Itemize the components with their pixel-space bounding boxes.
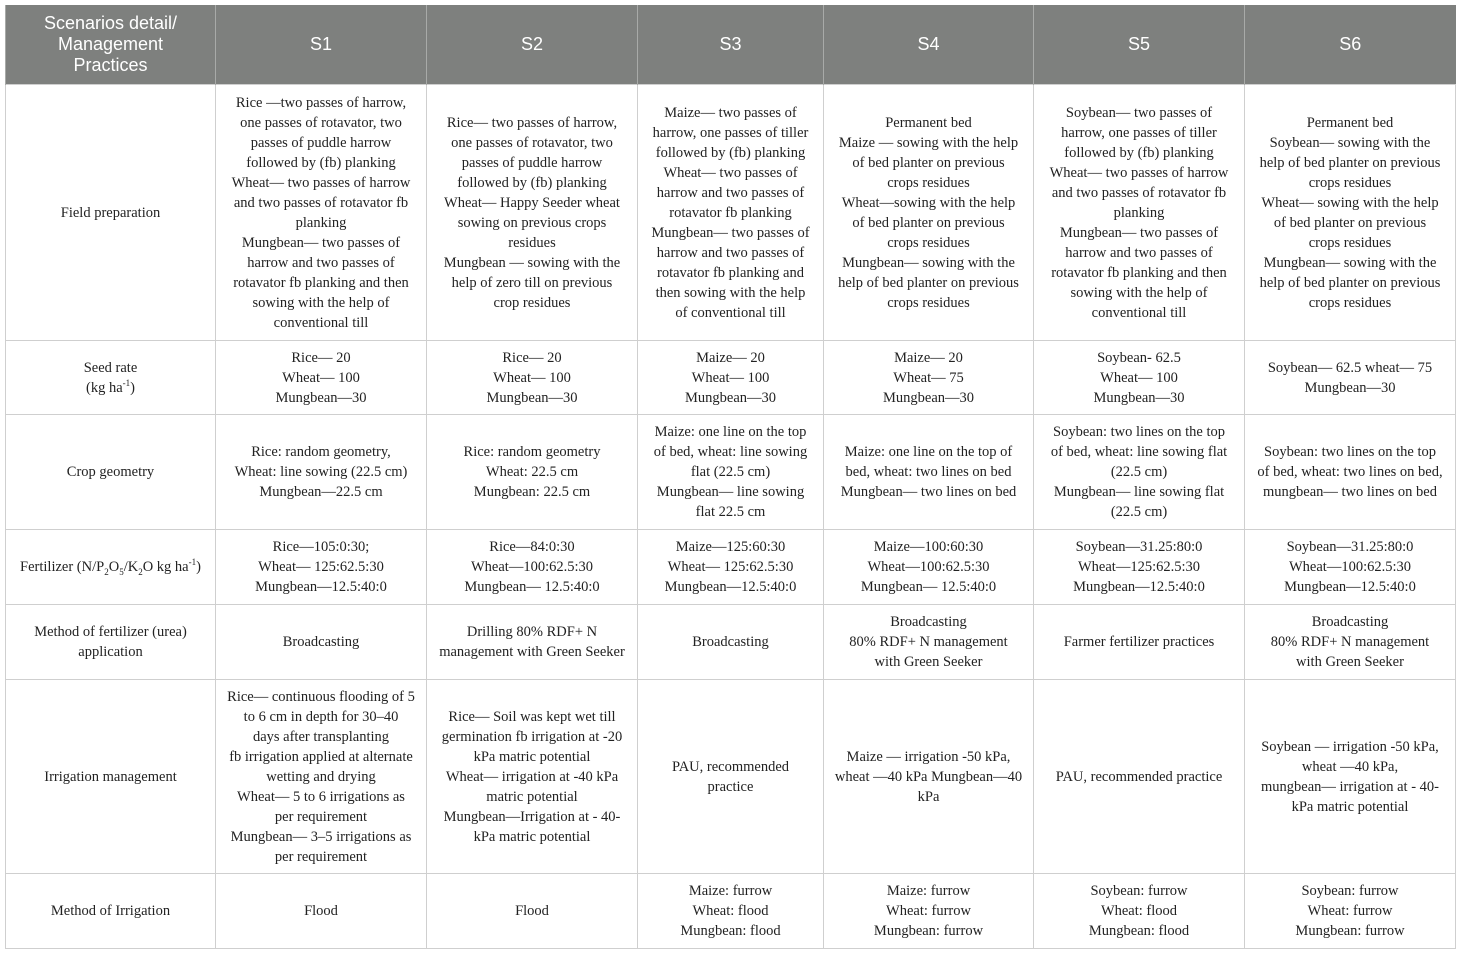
cell-s1: Rice—105:0:30; Wheat— 125:62.5:30 Mungbean—12.5:40:0 bbox=[216, 530, 427, 605]
cell-s6: Broadcasting 80% RDF+ N management with Green Seeker bbox=[1245, 605, 1456, 680]
label-part: O kg ha bbox=[142, 559, 189, 575]
table-row bbox=[6, 874, 1456, 949]
row-label bbox=[6, 874, 216, 949]
cell-s4: Maize—100:60:30 Wheat—100:62.5:30 Mungbean— 12.5:40:0 bbox=[824, 530, 1034, 605]
header-row-label: Scenarios detail/ Management Practices bbox=[6, 5, 216, 85]
cell-s6: Soybean— 62.5 wheat— 75 Mungbean—30 bbox=[1245, 341, 1456, 415]
cell-s1: Rice— 20 Wheat— 100 Mungbean—30 bbox=[216, 341, 427, 415]
cell-s3: Maize— two passes of harrow, one passes of tiller followed by (fb) planking Wheat— two passes of harrow and two passes of rotavator fb planking Mungbean— two passes of harrow and two passes of rotavator fb planking and then sowing with the help of conventional till bbox=[638, 85, 824, 341]
cell-s4: Broadcasting 80% RDF+ N management with Green Seeker bbox=[824, 605, 1034, 680]
cell-s3: Maize—125:60:30 Wheat— 125:62.5:30 Mungbean—12.5:40:0 bbox=[638, 530, 824, 605]
label-part: Fertilizer (N/P bbox=[20, 559, 105, 575]
row-label bbox=[6, 85, 216, 341]
cell-s3: PAU, recommended practice bbox=[638, 680, 824, 874]
table-row bbox=[6, 530, 1456, 605]
header-s6: S6 bbox=[1245, 5, 1456, 85]
cell-s5: Farmer fertilizer practices bbox=[1034, 605, 1245, 680]
label-part: /K bbox=[123, 559, 139, 575]
cell-s5: Soybean: two lines on the top of bed, wheat: line sowing flat (22.5 cm) Mungbean— line sowing flat (22.5 cm) bbox=[1034, 415, 1245, 530]
label-part: ) bbox=[196, 559, 201, 575]
header-s2: S2 bbox=[427, 5, 638, 85]
cell-s6: Soybean—31.25:80:0 Wheat—100:62.5:30 Mungbean—12.5:40:0 bbox=[1245, 530, 1456, 605]
label-part: 5 bbox=[119, 566, 124, 577]
cell-s5: Soybean- 62.5 Wheat— 100 Mungbean—30 bbox=[1034, 341, 1245, 415]
header-s1: S1 bbox=[216, 5, 427, 85]
cell-s6: Soybean: furrow Wheat: furrow Mungbean: furrow bbox=[1245, 874, 1456, 949]
scenarios-table bbox=[5, 5, 1456, 949]
cell-s4: Permanent bed Maize — sowing with the help of bed planter on previous crops residues Wheat—sowing with the help of bed planter on previous crops residues Mungbean— sowing with the help of bed planter on previous crops residues bbox=[824, 85, 1034, 341]
cell-s2: Rice— Soil was kept wet till germination fb irrigation at -20 kPa matric potential Wheat— irrigation at -40 kPa matric potential Mungbean—Irrigation at - 40- kPa matric potential bbox=[427, 680, 638, 874]
row-label bbox=[6, 605, 216, 680]
table-row bbox=[6, 341, 1456, 415]
row-label bbox=[6, 415, 216, 530]
cell-s3: Maize: one line on the top of bed, wheat: line sowing flat (22.5 cm) Mungbean— line sowing flat 22.5 cm bbox=[638, 415, 824, 530]
label-part: ) bbox=[130, 379, 135, 396]
cell-s2: Flood bbox=[427, 874, 638, 949]
table-row bbox=[6, 415, 1456, 530]
label-part: -1 bbox=[122, 377, 131, 388]
label-part: Method of Irrigation bbox=[50, 903, 171, 919]
header-s5: S5 bbox=[1034, 5, 1245, 85]
cell-s1: Rice: random geometry, Wheat: line sowing (22.5 cm) Mungbean—22.5 cm bbox=[216, 415, 427, 530]
cell-s6: Permanent bed Soybean— sowing with the help of bed planter on previous crops residues Wheat— sowing with the help of bed planter on previous crops residues Mungbean— sowing with the help of bed planter on previous crops residues bbox=[1245, 85, 1456, 341]
cell-s5: Soybean—31.25:80:0 Wheat—125:62.5:30 Mungbean—12.5:40:0 bbox=[1034, 530, 1245, 605]
cell-s1: Rice —two passes of harrow, one passes of rotavator, two passes of puddle harrow followed by (fb) planking Wheat— two passes of harrow and two passes of rotavator fb planking Mungbean— two passes of harrow and two passes of rotavator fb planking and then sowing with the help of conventional till bbox=[216, 85, 427, 341]
label-part: Seed rate bbox=[83, 359, 138, 376]
cell-s1: Rice— continuous flooding of 5 to 6 cm in depth for 30–40 days after transplanting fb irrigation applied at alternate wetting and drying Wheat— 5 to 6 irrigations as per requirement Mungbean— 3–5 irrigations as per requirement bbox=[216, 680, 427, 874]
table-row bbox=[6, 680, 1456, 874]
label-part: 2 bbox=[104, 566, 109, 577]
header-s4: S4 bbox=[824, 5, 1034, 85]
cell-s5: PAU, recommended practice bbox=[1034, 680, 1245, 874]
label-part: Crop geometry bbox=[66, 464, 155, 480]
cell-s2: Rice—84:0:30 Wheat—100:62.5:30 Mungbean— 12.5:40:0 bbox=[427, 530, 638, 605]
cell-s3: Broadcasting bbox=[638, 605, 824, 680]
row-label bbox=[6, 341, 216, 415]
cell-s5: Soybean: furrow Wheat: flood Mungbean: flood bbox=[1034, 874, 1245, 949]
cell-s6: Soybean — irrigation -50 kPa, wheat —40 kPa, mungbean— irrigation at - 40- kPa matric potential bbox=[1245, 680, 1456, 874]
cell-s2: Rice— two passes of harrow, one passes of rotavator, two passes of puddle harrow followed by (fb) planking Wheat— Happy Seeder wheat sowing on previous crops residues Mungbean — sowing with the help of zero till on previous crop residues bbox=[427, 85, 638, 341]
header-s3: S3 bbox=[638, 5, 824, 85]
label-part: Field preparation bbox=[60, 204, 161, 221]
cell-s4: Maize: one line on the top of bed, wheat: two lines on bed Mungbean— two lines on bed bbox=[824, 415, 1034, 530]
header-row bbox=[6, 5, 1456, 85]
cell-s5: Soybean— two passes of harrow, one passes of tiller followed by (fb) planking Wheat— two passes of harrow and two passes of rotavator fb planking Mungbean— two passes of harrow and two passes of rotavator fb planking and then sowing with the help of conventional till bbox=[1034, 85, 1245, 341]
label-part: O bbox=[108, 559, 120, 575]
cell-s1: Flood bbox=[216, 874, 427, 949]
cell-s2: Drilling 80% RDF+ N management with Green Seeker bbox=[427, 605, 638, 680]
table-row bbox=[6, 605, 1456, 680]
label-part: Irrigation management bbox=[44, 768, 177, 785]
label-part: (kg ha bbox=[86, 379, 123, 396]
label-part: -1 bbox=[188, 557, 197, 568]
cell-s2: Rice— 20 Wheat— 100 Mungbean—30 bbox=[427, 341, 638, 415]
cell-s4: Maize— 20 Wheat— 75 Mungbean—30 bbox=[824, 341, 1034, 415]
row-label bbox=[6, 680, 216, 874]
cell-s2: Rice: random geometry Wheat: 22.5 cm Mungbean: 22.5 cm bbox=[427, 415, 638, 530]
row-label bbox=[6, 530, 216, 605]
cell-s1: Broadcasting bbox=[216, 605, 427, 680]
cell-s4: Maize: furrow Wheat: furrow Mungbean: furrow bbox=[824, 874, 1034, 949]
table-row bbox=[6, 85, 1456, 341]
cell-s3: Maize— 20 Wheat— 100 Mungbean—30 bbox=[638, 341, 824, 415]
cell-s6: Soybean: two lines on the top of bed, wheat: two lines on bed, mungbean— two lines on bed bbox=[1245, 415, 1456, 530]
label-part: Method of fertilizer (urea) application bbox=[34, 624, 187, 660]
cell-s3: Maize: furrow Wheat: flood Mungbean: flood bbox=[638, 874, 824, 949]
label-part: 2 bbox=[138, 566, 143, 577]
cell-s4: Maize — irrigation -50 kPa, wheat —40 kPa Mungbean—40 kPa bbox=[824, 680, 1034, 874]
